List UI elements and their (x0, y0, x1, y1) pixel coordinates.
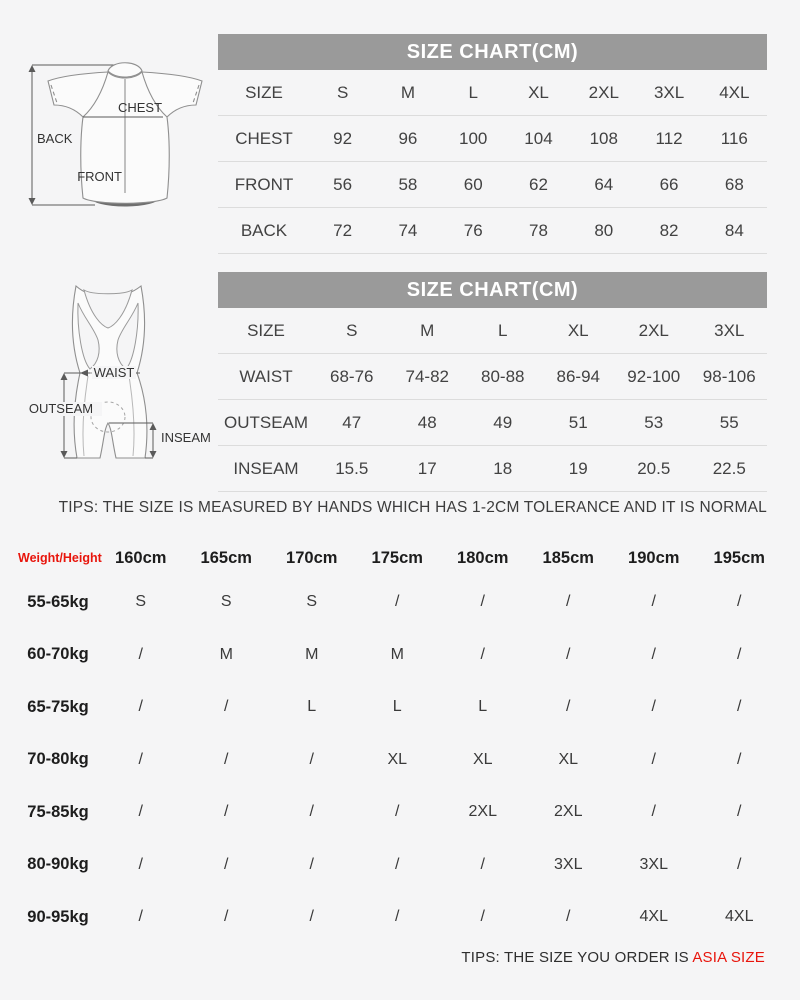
bib-size-value: 47 (342, 412, 362, 432)
bib-size-chart-row (218, 446, 767, 492)
jersey-size-value: 100 (459, 128, 488, 148)
recommended-size-cell: / (480, 908, 485, 926)
bib-outseam-label: OUTSEAM (28, 401, 94, 416)
weight-height-table (18, 540, 782, 944)
recommended-size-cell: / (224, 698, 229, 716)
bib-waist-label: WAIST (93, 365, 135, 380)
recommended-size-cell: XL (558, 750, 579, 768)
weight-height-row (18, 891, 782, 944)
recommended-size-cell: / (309, 855, 314, 873)
recommended-size-cell: / (138, 698, 143, 716)
weight-row-label: 70-80kg (27, 750, 89, 769)
bib-size-value: 98-106 (702, 366, 756, 386)
bib-size-value: 51 (568, 412, 588, 432)
bib-inseam-label: INSEAM (161, 430, 211, 445)
height-col-header: 175cm (371, 548, 423, 567)
jersey-illustration (0, 55, 215, 215)
bib-shorts-diagram (12, 278, 217, 498)
bib-size-col-header: XL (567, 320, 589, 340)
jersey-front-label: FRONT (77, 169, 122, 184)
recommended-size-cell: / (309, 803, 314, 821)
jersey-size-col-header: 4XL (719, 82, 750, 102)
recommended-size-cell: / (138, 803, 143, 821)
bib-measure-label: WAIST (239, 366, 293, 386)
recommended-size-cell: S (220, 593, 232, 611)
bib-size-col-header: S (346, 320, 358, 340)
recommended-size-cell: / (737, 645, 742, 663)
height-col-header: 170cm (286, 548, 338, 567)
bib-size-value: 55 (719, 412, 739, 432)
arrow-down-icon (150, 451, 157, 458)
recommended-size-cell: 4XL (725, 908, 754, 926)
tolerance-tips-text: TIPS: THE SIZE IS MEASURED BY HANDS WHICH HAS 1-2CM TOLERANCE AND IT IS NORMAL (58, 499, 767, 516)
recommended-size-cell: / (737, 803, 742, 821)
jersey-size-value: 108 (589, 128, 618, 148)
recommended-size-cell: XL (472, 750, 493, 768)
jersey-size-chart-row (218, 116, 767, 162)
recommended-size-cell: 2XL (554, 803, 583, 821)
asia-size-tips-prefix: TIPS: THE SIZE YOU ORDER IS (461, 949, 693, 966)
bib-size-value: 17 (417, 458, 437, 478)
recommended-size-cell: S (135, 593, 147, 611)
bib-size-value: 86-94 (556, 366, 600, 386)
arrow-down-icon (61, 451, 68, 458)
recommended-size-cell: / (395, 593, 400, 611)
recommended-size-cell: / (480, 593, 485, 611)
weight-row-label: 90-95kg (27, 907, 89, 926)
jersey-size-col-header: 2XL (588, 82, 619, 102)
recommended-size-cell: / (224, 908, 229, 926)
recommended-size-cell: L (392, 698, 402, 716)
height-col-header: 195cm (713, 548, 765, 567)
recommended-size-cell: 3XL (639, 855, 668, 873)
jersey-size-col-header: SIZE (245, 82, 283, 102)
jersey-size-chart-row (218, 208, 767, 254)
bib-size-chart-row (218, 400, 767, 446)
jersey-size-col-header: M (400, 82, 415, 102)
jersey-size-value: 84 (724, 220, 744, 240)
jersey-size-value: 74 (398, 220, 418, 240)
recommended-size-cell: M (305, 645, 319, 663)
jersey-measure-label: CHEST (235, 128, 293, 148)
bib-size-value: 22.5 (712, 458, 746, 478)
bib-size-col-header: 3XL (714, 320, 745, 340)
weight-height-row (18, 839, 782, 892)
jersey-measure-label: FRONT (234, 174, 294, 194)
jersey-size-col-header: L (468, 82, 478, 102)
weight-row-label: 80-90kg (27, 855, 89, 874)
jersey-size-value: 66 (659, 174, 679, 194)
weight-height-row (18, 786, 782, 839)
weight-row-label: 65-75kg (27, 697, 89, 716)
jersey-collar (108, 63, 142, 77)
jersey-size-chart-row (218, 162, 767, 208)
recommended-size-cell: / (138, 750, 143, 768)
bib-shorts-illustration (12, 278, 217, 493)
arrow-down-icon (29, 198, 36, 205)
bib-size-value: 19 (568, 458, 588, 478)
weight-height-row (18, 576, 782, 629)
bib-size-value: 68-76 (330, 366, 374, 386)
bib-size-chart-row (218, 354, 767, 400)
bib-size-value: 48 (417, 412, 437, 432)
jersey-size-value: 60 (463, 174, 483, 194)
jersey-measure-label: BACK (240, 220, 288, 240)
weight-row-label: 60-70kg (27, 645, 89, 664)
recommended-size-cell: S (306, 593, 318, 611)
jersey-size-chart-title: SIZE CHART(CM) (218, 34, 767, 70)
recommended-size-cell: / (737, 593, 742, 611)
jersey-diagram (0, 55, 215, 220)
recommended-size-cell: / (224, 803, 229, 821)
bib-size-value: 92-100 (627, 366, 681, 386)
bib-size-value: 18 (493, 458, 513, 478)
jersey-size-value: 58 (398, 174, 418, 194)
recommended-size-cell: / (138, 645, 143, 663)
jersey-size-value: 56 (333, 174, 353, 194)
arrow-up-icon (61, 373, 68, 380)
bib-measure-label: INSEAM (233, 458, 299, 478)
arrow-up-icon (150, 423, 157, 430)
bib-size-chart-header-row (218, 308, 767, 354)
height-col-header: 160cm (115, 548, 167, 567)
weight-height-header-row (18, 540, 782, 576)
recommended-size-cell: / (651, 698, 656, 716)
jersey-size-value: 64 (594, 174, 614, 194)
recommended-size-cell: / (737, 698, 742, 716)
recommended-size-cell: XL (387, 750, 408, 768)
weight-height-corner-label: Weight/Height (18, 551, 102, 565)
recommended-size-cell: / (566, 908, 571, 926)
jersey-size-value: 104 (524, 128, 553, 148)
recommended-size-cell: / (737, 855, 742, 873)
weight-row-label: 75-85kg (27, 802, 89, 821)
bib-size-value: 74-82 (405, 366, 449, 386)
jersey-size-col-header: 3XL (653, 82, 685, 102)
weight-row-label: 55-65kg (27, 592, 89, 611)
recommended-size-cell: / (309, 908, 314, 926)
asia-size-tips-text (461, 949, 765, 966)
jersey-size-col-header: S (336, 82, 349, 102)
bib-size-chart (218, 272, 767, 492)
jersey-size-value: 82 (659, 220, 679, 240)
jersey-chest-label: CHEST (117, 100, 163, 115)
jersey-size-chart (218, 34, 767, 254)
jersey-size-value: 92 (333, 128, 353, 148)
recommended-size-cell: / (651, 750, 656, 768)
bib-size-value: 20.5 (637, 458, 671, 478)
recommended-size-cell: L (307, 698, 317, 716)
bib-size-value: 53 (644, 412, 664, 432)
arrow-up-icon (29, 65, 36, 72)
bib-size-col-header: L (498, 320, 508, 340)
height-col-header: 185cm (542, 548, 594, 567)
recommended-size-cell: / (309, 750, 314, 768)
jersey-size-value: 62 (529, 174, 548, 194)
recommended-size-cell: / (737, 750, 742, 768)
bib-size-value: 49 (493, 412, 513, 432)
recommended-size-cell: M (390, 645, 404, 663)
asia-size-highlight: ASIA SIZE (692, 949, 765, 966)
jersey-size-value: 116 (720, 128, 748, 148)
recommended-size-cell: / (480, 855, 485, 873)
jersey-size-col-header: XL (528, 82, 549, 102)
jersey-size-value: 72 (333, 220, 353, 240)
bib-size-chart-title: SIZE CHART(CM) (218, 272, 767, 308)
jersey-size-value: 80 (594, 220, 614, 240)
recommended-size-cell: / (138, 908, 143, 926)
recommended-size-cell: / (480, 645, 485, 663)
weight-height-body (18, 576, 782, 944)
weight-height-row (18, 629, 782, 682)
jersey-size-chart-header-row (218, 70, 767, 116)
jersey-back-label: BACK (37, 131, 73, 146)
recommended-size-cell: / (566, 698, 571, 716)
recommended-size-cell: / (566, 593, 571, 611)
bib-size-col-header: SIZE (247, 320, 285, 340)
jersey-size-value: 78 (529, 220, 548, 240)
recommended-size-cell: / (138, 855, 143, 873)
recommended-size-cell: M (219, 645, 233, 663)
jersey-size-value: 68 (724, 174, 744, 194)
height-col-header: 190cm (628, 548, 680, 567)
bib-size-col-header: M (420, 320, 435, 340)
jersey-size-chart-body (218, 116, 767, 254)
recommended-size-cell: / (566, 645, 571, 663)
weight-height-row (18, 734, 782, 787)
recommended-size-cell: 3XL (554, 855, 583, 873)
height-col-header: 165cm (200, 548, 252, 567)
jersey-size-value: 76 (463, 220, 483, 240)
height-col-header: 180cm (457, 548, 509, 567)
recommended-size-cell: 2XL (468, 803, 497, 821)
jersey-size-value: 112 (655, 128, 683, 148)
recommended-size-cell: / (651, 645, 656, 663)
bib-measure-label: OUTSEAM (223, 412, 309, 432)
jersey-size-value: 96 (398, 128, 418, 148)
recommended-size-cell: / (651, 803, 656, 821)
recommended-size-cell: / (651, 593, 656, 611)
bib-size-value: 15.5 (335, 458, 369, 478)
recommended-size-cell: / (395, 908, 400, 926)
recommended-size-cell: L (478, 698, 488, 716)
bib-size-col-header: 2XL (638, 320, 669, 340)
weight-height-row (18, 681, 782, 734)
recommended-size-cell: / (224, 750, 229, 768)
recommended-size-cell: / (224, 855, 229, 873)
recommended-size-cell: 4XL (639, 908, 668, 926)
recommended-size-cell: / (395, 803, 400, 821)
bib-size-value: 80-88 (481, 366, 525, 386)
recommended-size-cell: / (395, 855, 400, 873)
bib-size-chart-body (218, 354, 767, 492)
